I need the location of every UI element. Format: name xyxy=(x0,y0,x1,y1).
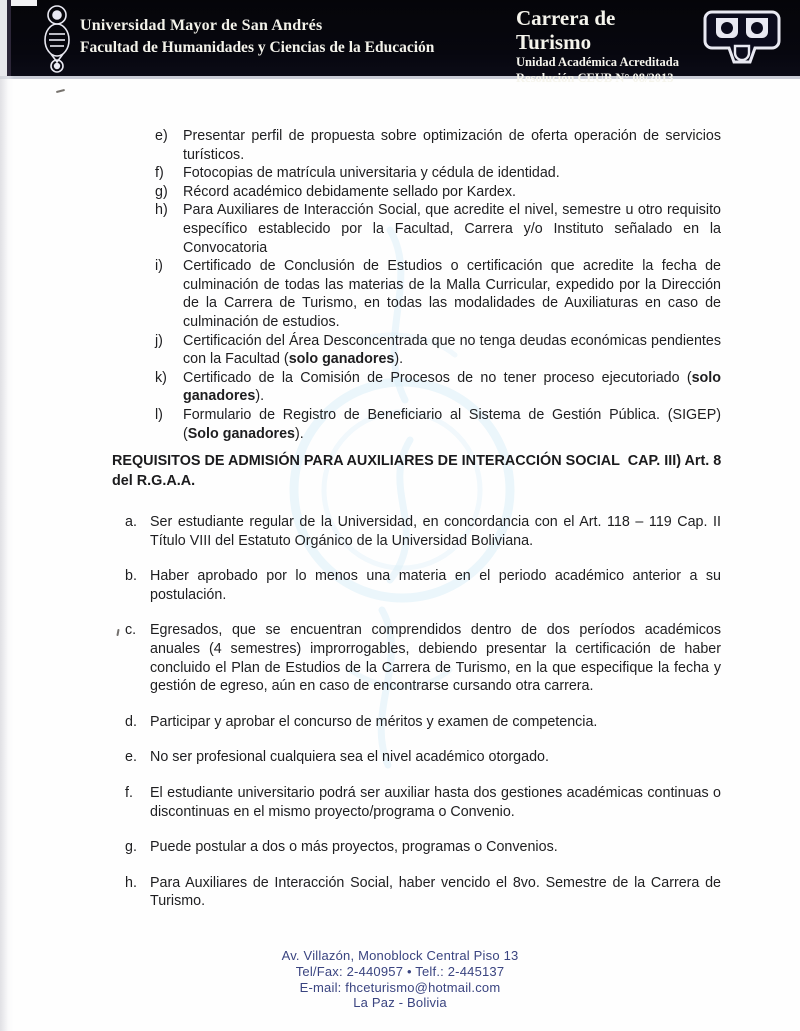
item-text: El estudiante universitario podrá ser auxiliar hasta dos gestiones académicas continuas o discontinuas en el mismo proyecto/programa o Convenio. xyxy=(150,784,721,820)
list-item xyxy=(155,332,721,369)
item-text: Participar y aprobar el concurso de méritos y examen de competencia. xyxy=(150,713,598,730)
admission-requirements-list xyxy=(125,513,721,928)
list-item xyxy=(155,257,721,331)
tourism-masks-logo-icon xyxy=(702,8,782,68)
item-marker: b. xyxy=(125,568,137,585)
footer-email: E-mail: fhceturismo@hotmail.com xyxy=(299,979,501,995)
item-text: No ser profesional cualquiera sea el nivel académico otorgado. xyxy=(150,749,549,766)
item-marker: f. xyxy=(125,784,133,801)
letterhead xyxy=(0,0,800,85)
list-item xyxy=(155,406,721,443)
document-requirements-list xyxy=(155,127,721,443)
footer-contact-block xyxy=(0,948,800,1011)
list-item xyxy=(125,838,721,857)
list-item xyxy=(125,513,721,550)
list-item xyxy=(155,183,721,202)
item-marker: i) xyxy=(155,258,163,275)
scan-left-shadow xyxy=(0,76,14,1031)
resolution-line: Resolución CEUB N° 08/2013 xyxy=(516,71,674,85)
list-item xyxy=(125,874,721,911)
section-heading: REQUISITOS DE ADMISIÓN PARA AUXILIARES DE INTERACCIÓN SOCIAL CAP. III) Art. 8 del R.G.A.A. xyxy=(112,453,726,489)
item-marker: c. xyxy=(125,622,137,639)
item-text: Fotocopias de matrícula universitaria y cédula de identidad. xyxy=(183,165,560,182)
item-marker: k) xyxy=(155,369,167,386)
item-marker: j) xyxy=(155,332,163,349)
list-item xyxy=(125,621,721,695)
accreditation-line: Unidad Académica Acreditada xyxy=(516,55,679,69)
faculty-name: Facultad de Humanidades y Ciencias de la Educación xyxy=(80,39,435,56)
item-text: Para Auxiliares de Interacción Social, que acredite el nivel, semestre u otro requisito específico establecido por la Facultad, Carrera y/o Instituto señalado en la Convocatoria xyxy=(183,202,721,256)
list-item xyxy=(125,713,721,732)
scan-edge-sliver xyxy=(0,0,7,76)
footer-address: Av. Villazón, Monoblock Central Piso 13 xyxy=(281,948,519,963)
item-text: Presentar perfil de propuesta sobre optimización de oferta operación de servicios turísticos. xyxy=(183,128,721,163)
list-item xyxy=(155,127,721,164)
list-item xyxy=(155,201,721,257)
pen-mark xyxy=(116,629,119,636)
item-text: Haber aprobado por lo menos una materia en el periodo académico anterior a su postulación. xyxy=(150,568,721,603)
item-marker: f) xyxy=(155,165,164,182)
list-item xyxy=(155,369,721,406)
item-text: Egresados, que se encuentran comprendidos dentro de dos períodos académicos anuales (4 semestres) improrrogables, debiendo presentar la certificación de haber concluido el Plan de Estudios de la Carrera de Turismo, en la que especifique la fecha y gestión de egreso, aún en caso de encontrarse cursando otra carrera. xyxy=(150,622,721,695)
career-title: Carrera de Turismo xyxy=(516,6,616,54)
item-marker: e. xyxy=(125,749,137,766)
item-marker: e) xyxy=(155,128,168,144)
item-marker: h. xyxy=(125,874,137,891)
item-text: Formulario de Registro de Beneficiario al Sistema de Gestión Pública. (SIGEP) (Solo ganadores). xyxy=(183,406,721,442)
item-text: Ser estudiante regular de la Universidad, en concordancia con el Art. 118 – 119 Cap. II Título VIII del Estatuto Orgánico de la Universidad Boliviana. xyxy=(150,514,721,549)
item-text: Para Auxiliares de Interacción Social, haber vencido el 8vo. Semestre de la Carrera de Turismo. xyxy=(150,874,721,910)
list-item xyxy=(125,748,721,767)
item-marker: l) xyxy=(155,406,163,423)
pen-mark xyxy=(56,89,65,93)
list-item xyxy=(125,784,721,821)
item-marker: g. xyxy=(125,839,137,856)
item-marker: h) xyxy=(155,202,168,219)
scan-corner-notch xyxy=(11,0,37,6)
footer-city: La Paz - Bolivia xyxy=(353,995,447,1011)
item-marker: a. xyxy=(125,514,137,530)
career-block xyxy=(516,6,688,86)
item-text: Certificado de Conclusión de Estudios o certificación que acredite la fecha de culminación de todas las materias de la Malla Curricular, expedido por la Dirección de la Carrera de Turismo, en todas las modalidades de Auxiliaturas en caso de culminación de estudios. xyxy=(183,258,721,330)
footer-phones: Tel/Fax: 2-440957 • Telf.: 2-445137 xyxy=(295,963,505,979)
item-marker: g) xyxy=(155,183,168,200)
item-text: Récord académico debidamente sellado por Kardex. xyxy=(183,183,516,200)
item-text: Certificado de la Comisión de Procesos de no tener proceso ejecutoriado (solo ganadores). xyxy=(183,369,721,405)
institution-block xyxy=(80,16,434,58)
list-item xyxy=(125,567,721,604)
item-text: Puede postular a dos o más proyectos, programas o Convenios. xyxy=(150,839,558,856)
university-name: Universidad Mayor de San Andrés xyxy=(80,17,323,34)
item-text: Certificación del Área Desconcentrada que no tenga deudas económicas pendientes con la Facultad (solo ganadores). xyxy=(183,332,721,368)
umsa-emblem-icon xyxy=(40,4,74,74)
item-marker: d. xyxy=(125,713,137,730)
list-item xyxy=(155,164,721,183)
scan-edge-line xyxy=(7,0,11,76)
